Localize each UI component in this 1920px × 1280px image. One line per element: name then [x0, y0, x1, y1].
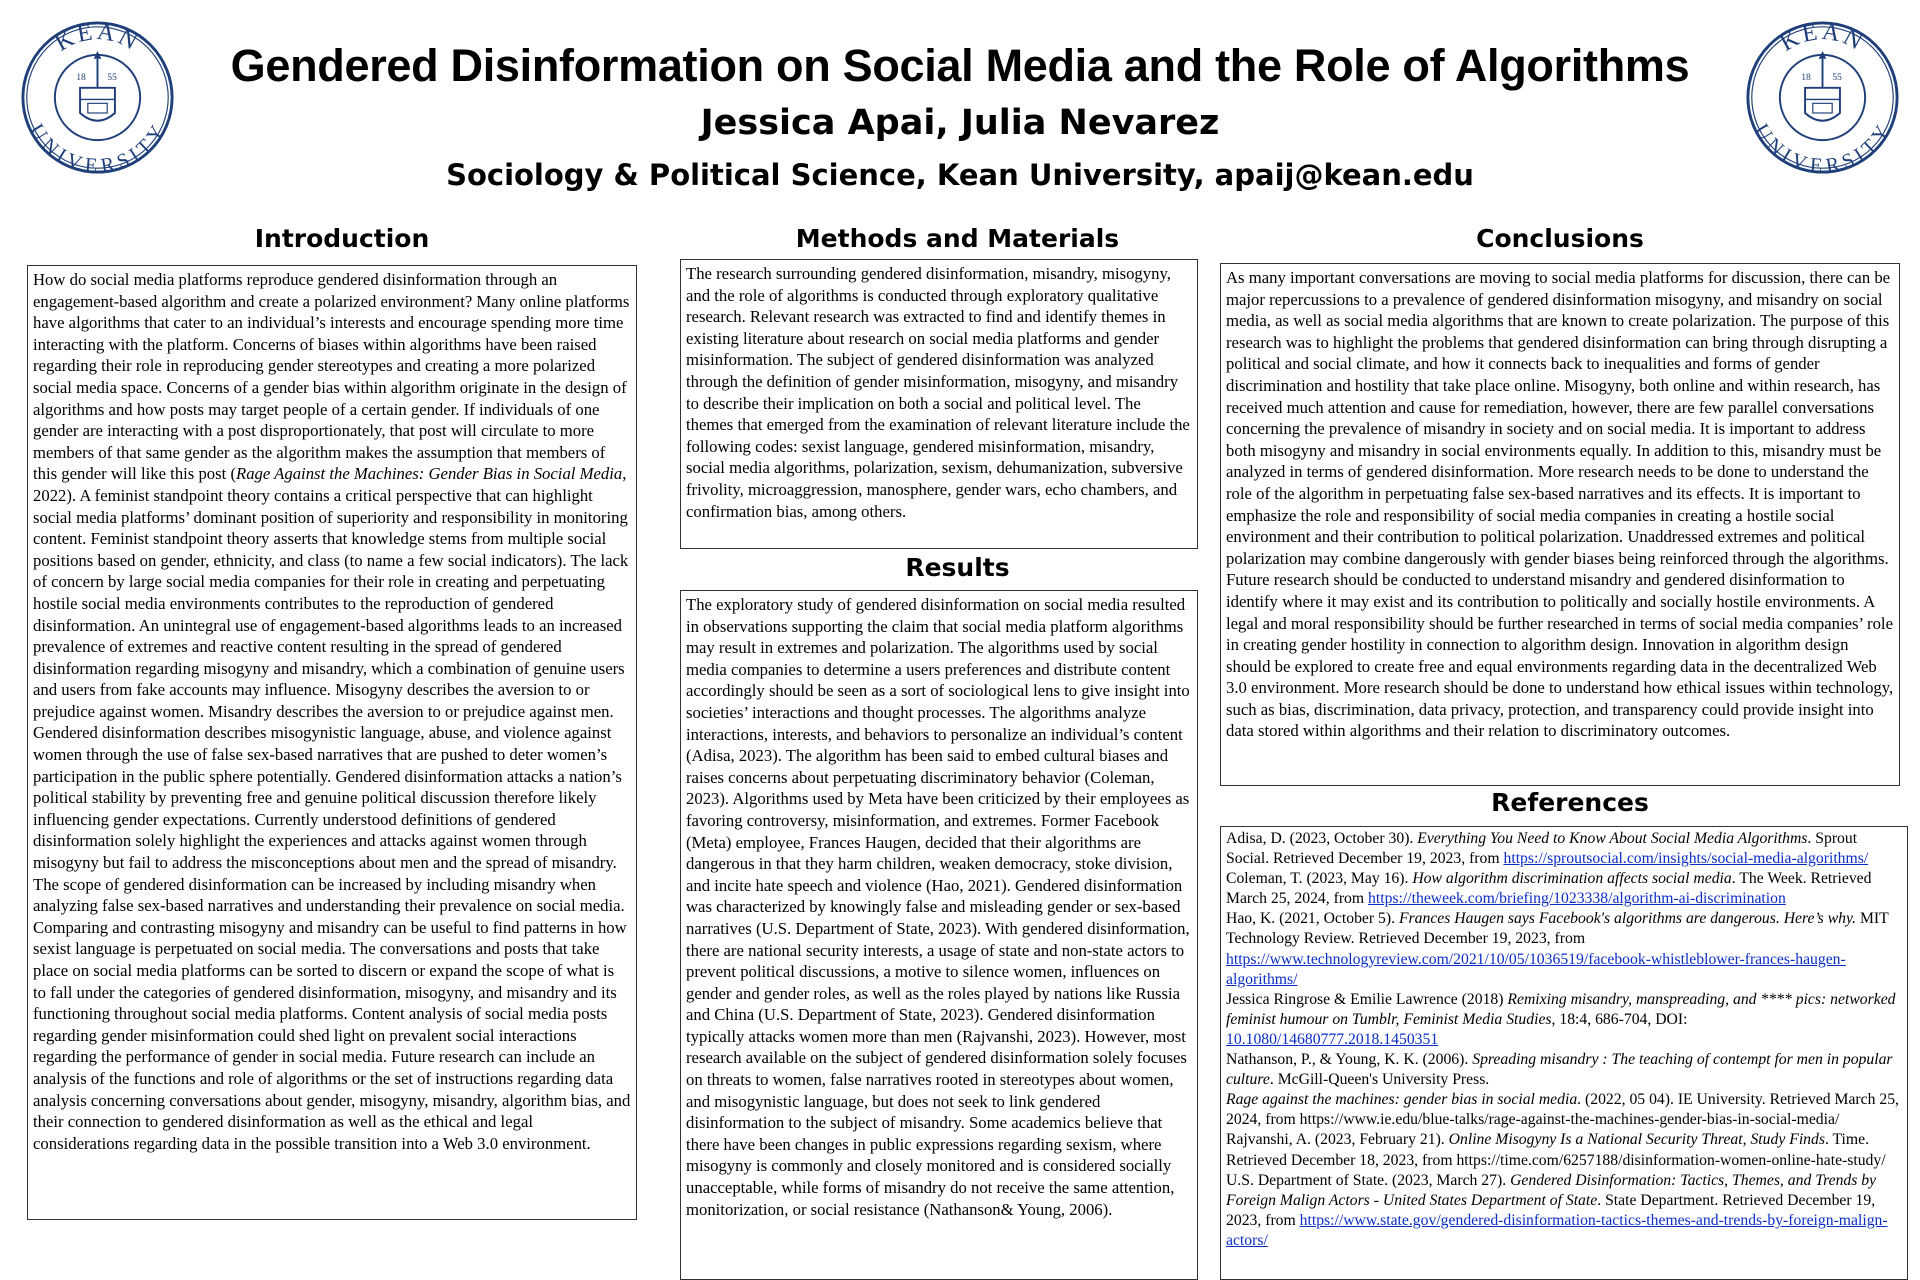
poster-title: Gendered Disinformation on Social Media and the Role of Algorithms [230, 40, 1690, 91]
svg-text:UNIVERSITY: UNIVERSITY [1750, 120, 1895, 175]
results-text: The exploratory study of gendered disinformation on social media resulted in observations supporting the claim that social media platform algorithms may result in extremes and polarization. The algorithms used by social media companies to determine a users preferences and distribute content accordingly should be seen as a sort of sociological lens to give insight into societies’ interactions and thought processes. The algorithms analyze interactions, interests, and behaviors to personalize an individual’s content (Adisa, 2023). The algorithm has been said to embed cultural biases and raises concerns about perpetuating discriminatory behavior (Coleman, 2023). Algorithms used by Meta have been criticized by their employees as favoring controversy, misinformation, and extremes. Former Facebook (Meta) employee, Frances Haugen, decided that their algorithms are dangerous in that they harm children, weaken democracy, stoke division, and incite hate speech and violence (Hao, 2021). Gendered disinformation was characterized by knowingly false and misleading gender or sex-based narratives (U.S. Department of State, 2023). With gendered disinformation, there are national security interests, a usage of state and non-state actors to prevent political discussions, a motive to silence women, influences on gender and gender roles, as well as the roles played by nations like Russia and China (U.S. Department of State, 2023). Gendered disinformation typically attacks women more than men (Rajvanshi, 2023). However, most research available on the subject of gendered disinformation solely focuses on threats to women, false narratives rooted in stereotypes about women, and misogynistic language, but does not seek to link gendered disinformation to the subject of misandry. Some academics believe that there have been changes in public expressions regarding sexism, where misogyny is commonly and closely monitored and is considered socially unacceptable, while forms of misandry do not receive the same attention, monitorization, or social resistance (Nathanson& Young, 2006). [686, 595, 1190, 1219]
methods-text: The research surrounding gendered disinformation, misandry, misogyny, and the role of algorithms is conducted through exploratory qualitative research. Relevant research was extracted to find and identify themes in existing literature about research on social media platforms and gender misinformation. The subject of gendered disinformation was analyzed through the definition of gender misinformation, misogyny, and misandry to describe their implication on both a social and political level. The themes that emerged from the examination of relevant literature include the following codes: sexist language, gendered misinformation, misandry, social media algorithms, polarization, sexism, dehumanization, subversive frivolity, microaggression, manosphere, gender wars, echo chambers, and confirmation bias, among others. [686, 264, 1190, 521]
introduction-heading: Introduction [254, 224, 430, 253]
reference-link[interactable]: https://theweek.com/briefing/1023338/algorithm-ai-discrimination [1368, 890, 1786, 908]
conclusions-heading: Conclusions [1476, 224, 1644, 253]
reference-item: Hao, K. (2021, October 5). Frances Haugen says Facebook's algorithms are dangerous. Here’s why. MIT Technology Review. Retrieved December 19, 2023, from https://www.technologyreview.com/2021/10/05/1036519/facebook-whistleblower-frances-haugen-algorithms/ [1226, 910, 1889, 988]
conclusions-box [1220, 263, 1900, 786]
reference-item: U.S. Department of State. (2023, March 27). Gendered Disinformation: Tactics, Themes, and Trends by Foreign Malign Actors - United States Department of State. State Department. Retrieved December 19, 2023, from https://www.state.gov/gendered-disinformation-tactics-themes-and-trends-by-foreign-malign-actors/ [1226, 1171, 1888, 1249]
methods-heading: Methods and Materials [795, 224, 1120, 253]
svg-text:18: 18 [1801, 72, 1811, 84]
reference-item: Adisa, D. (2023, October 30). Everything You Need to Know About Social Media Algorithms. Sprout Social. Retrieved December 19, 2023, from https://sproutsocial.com/insights/social-media-algorithms/ [1226, 830, 1869, 868]
reference-item: Nathanson, P., & Young, K. K. (2006). Spreading misandry : The teaching of contempt for men in popular culture. McGill-Queen's University Press. [1226, 1051, 1893, 1089]
reference-link[interactable]: https://www.state.gov/gendered-disinformation-tactics-themes-and-trends-by-foreign-malign-actors/ [1226, 1211, 1888, 1249]
conclusions-text: As many important conversations are moving to social media platforms for discussion, there can be major repercussions to a prevalence of gendered disinformation misogyny, and misandry on social media, as well as social media algorithms that are known to create polarization. The purpose of this research was to highlight the problems that gendered disinformation can bring through disrupting a political and social climate, and how it connects back to inequalities and forms of gender discrimination and hostility that take place online. Misogyny, both online and within research, has received much attention and cause for remediation, however, there are few parallel conversations concerning the prevalence of misandry in society and on social media. It is important to address both misogyny and misandry in social environments equally. In addition to this, misandry must be analyzed in terms of gendered disinformation. More research needs to be done to understand the role of the algorithm in perpetuating false sex-based narratives and its effects. It is important to emphasize the role and responsibility of social media companies in creating a hostile social environment and their contribution to political polarization. Unaddressed extremes and political polarization may combine dangerously with gender biases being reinforced through the algorithms. Future research should be conducted to understand misandry and gendered disinformation to identify where it may exist and its contribution to politically and socially hostile environments. A legal and moral responsibility should be further researched in terms of social media companies’ role in creating gender hostility in connection to algorithm design. Innovation in algorithm design should be explored to create free and equal environments regarding data in the decentralized Web 3.0 environment. More research should be done to understand how ethical issues within technology, such as bias, discrimination, data privacy, protection, and transparency could provide insight into data stored within algorithms and their relation to discriminatory outcomes. [1226, 268, 1894, 741]
svg-text:UNIVERSITY: UNIVERSITY [25, 120, 170, 175]
reference-item: Jessica Ringrose & Emilie Lawrence (2018) Remixing misandry, manspreading, and **** pics: networked feminist humour on Tumblr, Feminist Media Studies, 18:4, 686-704, DOI: 10.1080/14680777.2018.1450351 [1226, 990, 1896, 1048]
poster-authors: Jessica Apai, Julia Nevarez [700, 103, 1220, 143]
svg-text:KEAN: KEAN [1775, 20, 1870, 57]
svg-text:KEAN: KEAN [50, 20, 145, 57]
reference-item: Rage against the machines: gender bias in social media. (2022, 05 04). IE University. Retrieved March 25, 2024, from https://www.ie.edu/blue-talks/rage-against-the-machines-gender-bias-in-social-media/ [1226, 1091, 1899, 1129]
methods-box [680, 259, 1198, 549]
svg-text:55: 55 [1832, 72, 1842, 84]
svg-text:55: 55 [107, 72, 117, 84]
references-heading: References [1491, 788, 1649, 817]
reference-link[interactable]: 10.1080/14680777.2018.1450351 [1226, 1030, 1439, 1048]
reference-link[interactable]: https://www.technologyreview.com/2021/10/05/1036519/facebook-whistleblower-frances-haugen-algorithms/ [1226, 950, 1846, 988]
references-list [1226, 829, 1902, 1251]
references-box [1220, 826, 1908, 1280]
results-box [680, 590, 1198, 1280]
svg-text:18: 18 [76, 72, 86, 84]
reference-item: Rajvanshi, A. (2023, February 21). Online Misogyny Is a National Security Threat, Study Finds. Time. Retrieved December 18, 2023, from https://time.com/6257188/disinformation-women-online-hate-study/ [1226, 1131, 1886, 1169]
reference-link[interactable]: https://sproutsocial.com/insights/social-media-algorithms/ [1503, 850, 1869, 868]
introduction-text: How do social media platforms reproduce gendered disinformation through an engagement-based algorithm and create a polarized environment? Many online platforms have algorithms that cater to an individual’s interests and encourage spending more time interacting with the platform. Concerns of biases within algorithms have been raised regarding their role in reproducing gender stereotypes and creating a more polarized social media space. Concerns of a gender bias within algorithm originate in the design of algorithms and how posts may target people of a certain gender. If individuals of one gender are interacting with a post disproportionately, that post will circulate to more members of that same gender as the algorithm makes the assumption that members of this gender will like this post (Rage Against the Machines: Gender Bias in Social Media, 2022). A feminist standpoint theory contains a critical perspective that can highlight social media platforms’ dominant position of superiority and responsibility in monitoring content. Feminist standpoint theory asserts that knowledge stems from multiple social positions based on gender, ethnicity, and class (to name a few social indicators). The lack of concern by large social media companies for their role in creating and perpetuating hostile social media environments contributes to the reproduction of gendered disinformation. An unintegral use of engagement-based algorithms leads to an increased prevalence of extremes and reactive content resulting in the spread of gendered disinformation regarding misogyny and misandry, which a combination of genuine users and users from fake accounts may influence. Misogyny describes the aversion to or prejudice against women. Misandry describes the aversion to or prejudice against men. Gendered disinformation describes misogynistic language, abuse, and violence against women through the use of false sex-based narratives that are pushed to deter women’s participation in the public sphere potentially. Gendered disinformation attacks a nation’s political stability by preventing free and genuine political discussion therefore likely influencing gender expectations. Currently understood definitions of gendered disinformation solely highlight the experiences and attacks against women through misogyny but fail to address the misconceptions about men and the spread of misandry. The scope of gendered disinformation can be increased by including misandry when analyzing false sex-based narratives and understanding their prevalence on social media. Comparing and contrasting misogyny and misandry can be useful to find patterns in how sexist language is perpetuated on social media. The conversations and posts that take place on social media platforms can be sorted to discern or expand the scope of what is to fall under the categories of gendered disinformation, misogyny, and misandry and its functioning throughout social media platforms. Content analysis of social media posts regarding gender misinformation could shed light on prevalent social interactions regarding the performance of gender in social media. Future research can include an analysis of the functions and role of algorithms or the set of instructions regarding data analysis concerning conversations about gender, misogyny, misandry, algorithm bias, and their connection to gendered disinformation as well as the ethical and legal considerations regarding data in the possible transition into a Web 3.0 environment. [33, 270, 631, 1153]
results-heading: Results [905, 553, 1010, 582]
reference-item: Coleman, T. (2023, May 16). How algorithm discrimination affects social media. The Week. Retrieved March 25, 2024, from https://theweek.com/briefing/1023338/algorithm-ai-discrimination [1226, 870, 1872, 908]
poster-affiliation: Sociology & Political Science, Kean University, apaij@kean.edu [446, 158, 1474, 192]
introduction-box [27, 265, 637, 1220]
